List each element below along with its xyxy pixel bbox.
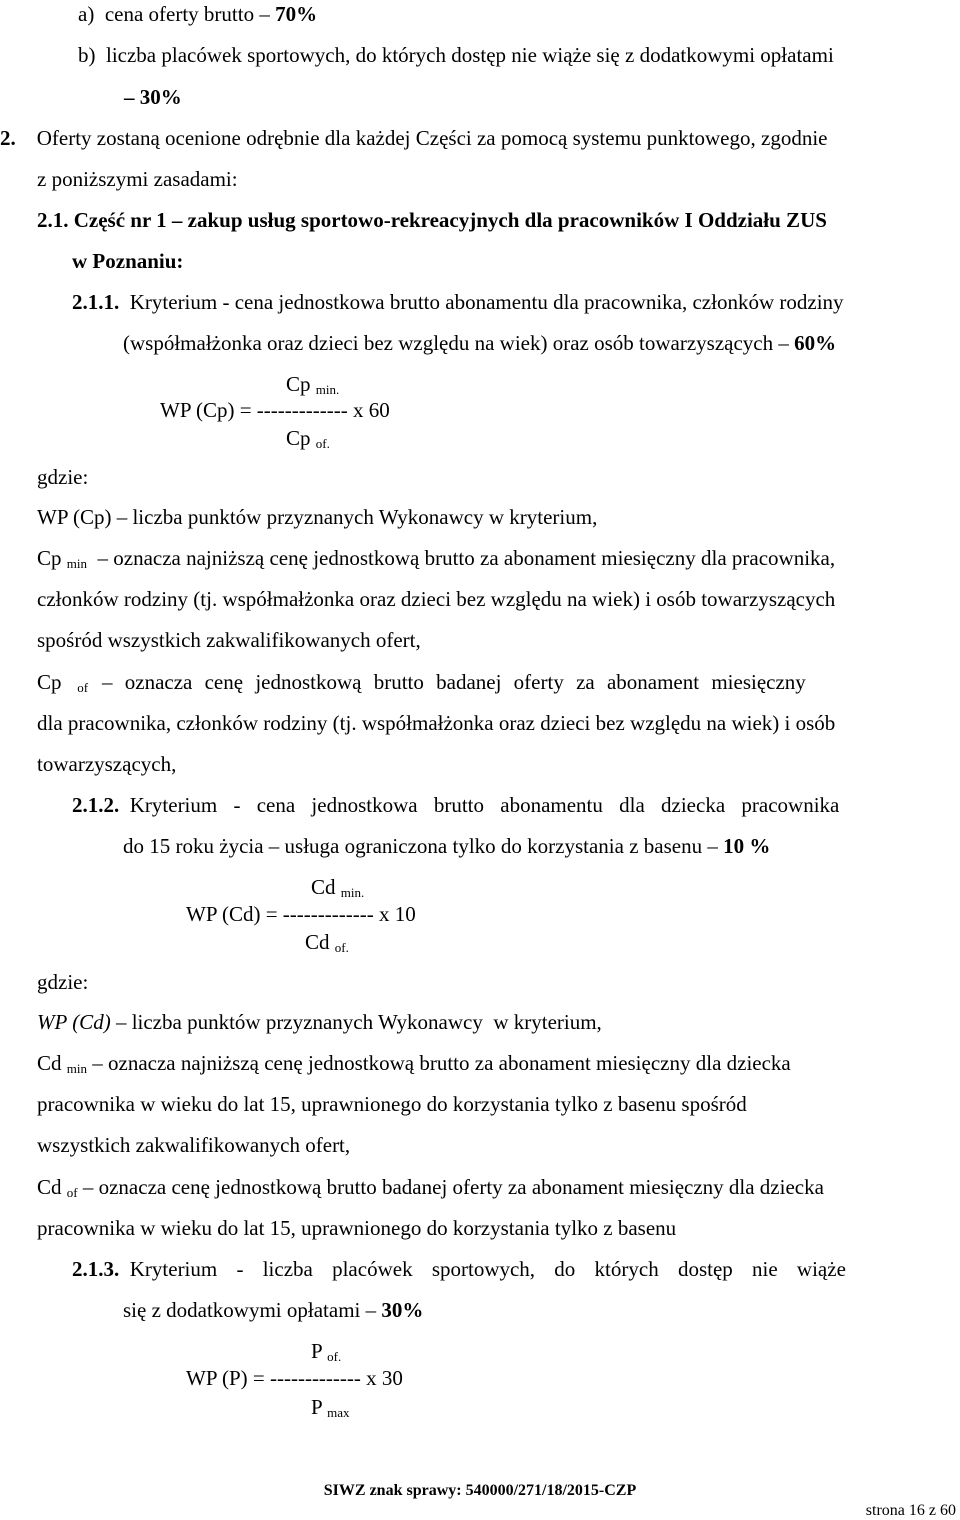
footer-page-number: strona 16 z 60: [865, 1502, 956, 1519]
section-2-1-1-line1: [72, 292, 844, 313]
definition-cp-min: [37, 548, 835, 569]
section-2-1-heading-cont: w Poznaniu:: [72, 249, 184, 273]
definition-cp-min-line3: spośród wszystkich zakwalifikowanych ofert,: [37, 628, 421, 652]
section-2-1-1-number: 2.1.1.: [72, 290, 120, 314]
section-2-1-3-text: Kryterium - liczba placówek sportowych, do których dostęp nie wiąże: [129, 1257, 846, 1281]
formula-1-denominator: [286, 428, 330, 449]
formula-3-num-sub: of.: [327, 1349, 342, 1364]
formula-1-den-main: Cp: [286, 426, 311, 450]
section-2-1-3-number: 2.1.3.: [72, 1257, 120, 1281]
formula-2-num-main: Cd: [311, 875, 336, 899]
cd-min-text: – oznacza najniższą cenę jednostkową brutto za abonament miesięczny dla dziecka: [92, 1051, 791, 1075]
cp-min-main: Cp: [37, 546, 62, 570]
cp-min-text: – oznacza najniższą cenę jednostkową brutto za abonament miesięczny dla pracownika,: [97, 546, 836, 570]
paragraph-2-line1: [0, 128, 827, 149]
cd-min-main: Cd: [37, 1051, 62, 1075]
definition-cd-of-line2: pracownika w wieku do lat 15, uprawnionego do korzystania tylko z basenu: [37, 1216, 677, 1240]
definition-cd-of: [37, 1177, 824, 1198]
formula-3-num-main: P: [311, 1339, 322, 1363]
section-2-1-2-line1: [72, 795, 839, 816]
formula-3-denominator: [311, 1397, 350, 1418]
section-2-1-1-text-cont: (współmałżonka oraz dzieci bez względu na wiek) oraz osób towarzyszących –: [123, 331, 795, 355]
list-item-a-text: a) cena oferty brutto –: [78, 2, 276, 26]
section-2-1-3-text-cont: się z dodatkowymi opłatami –: [123, 1298, 382, 1322]
definition-cd-min-line2: pracownika w wieku do lat 15, uprawnionego do korzystania tylko z basenu spośród: [37, 1092, 747, 1116]
section-2-1-3-percent: 30%: [381, 1298, 424, 1322]
definition-cp-of-line3: towarzyszących,: [37, 752, 177, 776]
section-2-1-2-text: Kryterium - cena jednostkowa brutto abonamentu dla dziecka pracownika: [129, 793, 840, 817]
list-item-b-line1: b) liczba placówek sportowych, do których dostęp nie wiąże się z dodatkowymi opłatami: [78, 43, 834, 67]
paragraph-2-number: 2.: [0, 126, 16, 150]
section-2-1-2-text-cont: do 15 roku życia – usługa ograniczona tylko do korzystania z basenu –: [123, 834, 724, 858]
footer-case-number: SIWZ znak sprawy: 540000/271/18/2015-CZP: [323, 1482, 637, 1499]
cd-of-text: – oznacza cenę jednostkową brutto badanej oferty za abonament miesięczny dla dziecka: [82, 1175, 824, 1199]
list-item-a-percent: 70%: [275, 2, 318, 26]
formula-3-den-main: P: [311, 1395, 322, 1419]
section-2-1-3-line2: [123, 1300, 423, 1321]
formula-3-numerator: [311, 1341, 341, 1362]
list-item-a: [78, 4, 317, 25]
wp-cd-rest: – liczba punktów przyznanych Wykonawcy w kryterium,: [110, 1010, 602, 1034]
formula-2-den-main: Cd: [305, 930, 330, 954]
definition-wp-cp: WP (Cp) – liczba punktów przyznanych Wykonawcy w kryterium,: [37, 505, 598, 529]
list-item-b-line2: [124, 87, 182, 108]
cd-of-sub: of: [66, 1185, 78, 1200]
cp-of-sub: of: [77, 680, 89, 695]
section-2-1-2-percent: 10 %: [723, 834, 771, 858]
formula-3-den-sub: max: [327, 1405, 350, 1420]
definition-cd-min-line3: wszystkich zakwalifikowanych ofert,: [37, 1133, 351, 1157]
section-2-1-3-line1: [72, 1259, 846, 1280]
paragraph-2-text: Oferty zostaną ocenione odrębnie dla każdej Części za pomocą systemu punktowego, zgodnie: [36, 126, 828, 150]
section-2-1-1-percent: 60%: [794, 331, 837, 355]
section-2-1-2-number: 2.1.2.: [72, 793, 120, 817]
formula-1-den-sub: of.: [315, 436, 330, 451]
formula-2-numerator: [311, 877, 364, 898]
formula-2-num-sub: min.: [340, 885, 365, 900]
cd-min-sub: min: [66, 1061, 87, 1076]
definition-cd-min: [37, 1053, 791, 1074]
section-2-1-2-line2: [123, 836, 770, 857]
cp-min-sub: min: [66, 556, 87, 571]
gdzie-label-2: gdzie:: [37, 970, 89, 994]
gdzie-label-1: gdzie:: [37, 465, 89, 489]
formula-1-expression: WP (Cp) = ------------- x 60: [160, 398, 390, 422]
section-2-1-1-text: Kryterium - cena jednostkowa brutto abonamentu dla pracownika, członków rodziny: [129, 290, 844, 314]
section-2-1-heading-line1: [37, 210, 827, 231]
definition-cp-of-text: – oznacza cenę jednostkową brutto badanej oferty za abonament miesięczny: [102, 670, 806, 694]
formula-1-num-main: Cp: [286, 372, 311, 396]
section-2-1-1-line2: [123, 333, 836, 354]
formula-2-den-sub: of.: [334, 940, 349, 955]
definition-cp-min-line2: członków rodziny (tj. współmałżonka oraz dzieci bez względu na wiek) i osób towarzyszących: [37, 587, 836, 611]
formula-2-expression: WP (Cd) = ------------- x 10: [186, 902, 416, 926]
paragraph-2-line2: z poniższymi zasadami:: [37, 167, 238, 191]
formula-1-num-sub: min.: [315, 382, 340, 397]
formula-3-expression: WP (P) = ------------- x 30: [186, 1366, 403, 1390]
list-item-b-percent: – 30%: [124, 85, 182, 109]
definition-wp-cd: [37, 1012, 602, 1033]
section-2-1-heading-line2: [72, 251, 183, 272]
formula-2-denominator: [305, 932, 349, 953]
section-2-1-heading: 2.1. Część nr 1 – zakup usług sportowo-rekreacyjnych dla pracowników I Oddziału ZUS: [37, 208, 827, 232]
wp-cd-italic: WP (Cd): [37, 1010, 111, 1034]
formula-1-numerator: [286, 374, 339, 395]
cp-of-main: Cp: [37, 670, 62, 694]
cd-of-main: Cd: [37, 1175, 62, 1199]
definition-cp-of-line2: dla pracownika, członków rodziny (tj. współmałżonka oraz dzieci bez względu na wiek) i osób: [37, 711, 836, 735]
